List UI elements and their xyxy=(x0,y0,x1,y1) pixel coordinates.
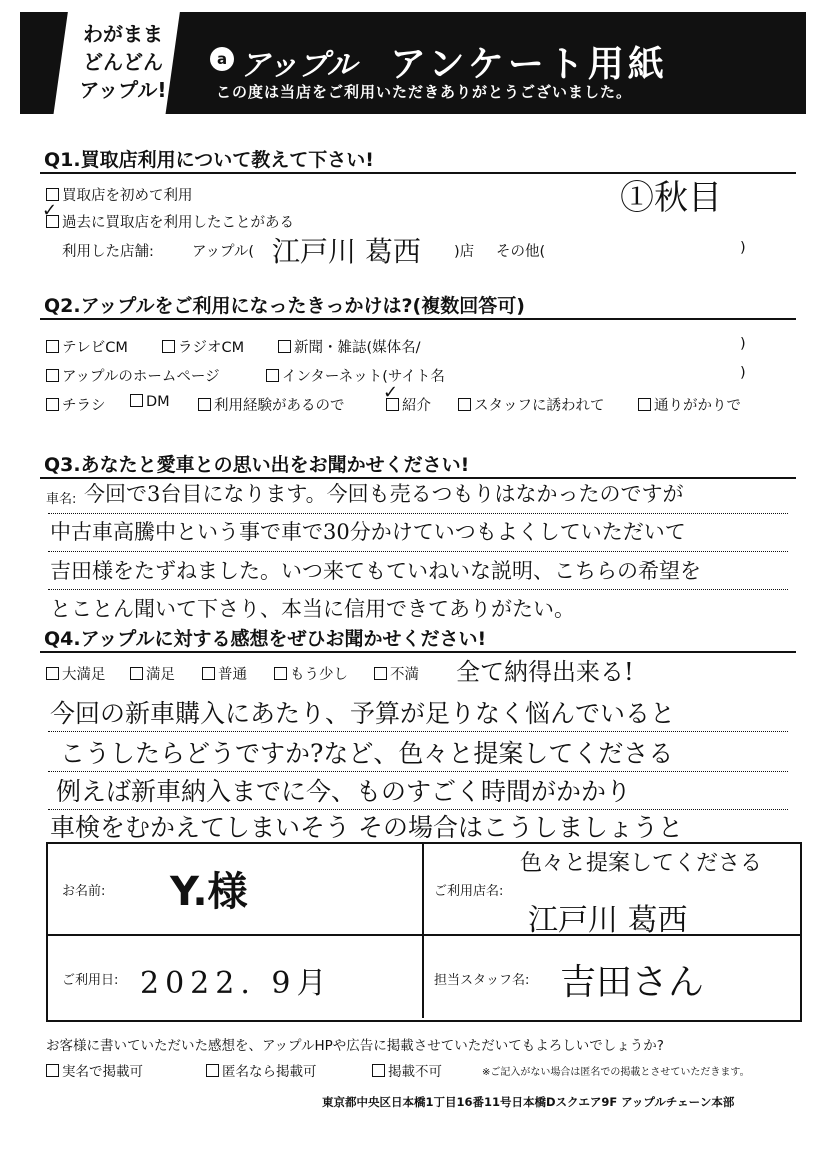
checkbox[interactable] xyxy=(46,398,59,411)
divider xyxy=(40,318,796,320)
form-subtitle: この度は当店をご利用いただきありがとうございました。 xyxy=(216,83,633,101)
q3-answer-line: 吉田様をたずねました。いつ来てもていねいな説明、こちらの希望を xyxy=(50,559,701,583)
q2-option-referral[interactable]: 紹介 xyxy=(386,394,431,415)
ruled-line xyxy=(48,730,788,732)
checkbox[interactable] xyxy=(372,1064,385,1077)
consent-no[interactable]: 掲載不可 xyxy=(372,1060,442,1080)
slogan-line: どんどん xyxy=(83,50,163,74)
divider xyxy=(422,842,424,1018)
ruled-line xyxy=(48,550,788,552)
q4-title: Q4.アップルに対する感想をぜひお聞かせください! xyxy=(44,628,487,650)
check-mark-icon: ✓ xyxy=(42,200,58,221)
staff-label: 担当スタッフ名: xyxy=(434,973,530,988)
q2-option-experience[interactable]: 利用経験があるので xyxy=(198,394,345,415)
date-label: ご利用日: xyxy=(62,973,119,988)
q2-option-newspaper[interactable]: 新聞・雑誌(媒体名/ xyxy=(278,336,421,357)
store-overflow-text: 色々と提案してくださる xyxy=(520,851,763,876)
visit-count-note: ①秋目 xyxy=(620,178,722,218)
checkbox[interactable] xyxy=(46,667,59,680)
consent-real-name[interactable]: 実名で掲載可 xyxy=(46,1060,143,1080)
checkbox[interactable] xyxy=(46,340,59,353)
divider xyxy=(40,651,796,653)
date-value: 2022. 9月 xyxy=(140,966,333,1001)
other-label: その他( xyxy=(496,244,546,260)
apple-store-label: アップル( xyxy=(192,244,255,260)
name-label: お名前: xyxy=(62,884,106,899)
q1-title: Q1.買取店利用について教えて下さい! xyxy=(44,149,374,171)
slogan-line: アップル! xyxy=(79,78,167,102)
q2-option-flyer[interactable]: チラシ xyxy=(46,394,106,415)
ruled-line xyxy=(48,512,788,514)
header-banner xyxy=(20,12,806,114)
form-title: アンケート用紙 xyxy=(390,44,668,85)
q4-answer-line: 車検をむかえてしまいそう その場合はこうしましょうと xyxy=(50,813,683,842)
consent-question: お客様に書いていただいた感想を、アップルHPや広告に掲載させていただいてもよろしいでしょうか? xyxy=(46,1038,664,1054)
q2-option-homepage[interactable]: アップルのホームページ xyxy=(46,365,220,386)
consent-note: ※ご記入がない場合は匿名での掲載とさせていただきます。 xyxy=(482,1067,750,1078)
checkbox[interactable] xyxy=(458,398,471,411)
q2-option-internet[interactable]: インターネット(サイト名 xyxy=(266,365,445,386)
q3-title: Q3.あなたと愛車との思い出をお聞かせください! xyxy=(44,454,470,476)
company-address: 東京都中央区日本橋1丁目16番11号日本橋Dスクエア9F アップルチェーン本部 xyxy=(322,1095,735,1109)
q1-option-first-time[interactable]: 買取店を初めて利用 xyxy=(46,184,193,205)
q4-answer-line: 例えば新車納入までに今、ものすごく時間がかかり xyxy=(56,777,632,806)
q4-answer-line: 今回の新車購入にあたり、予算が足りなく悩んでいると xyxy=(50,699,676,728)
paren-close: ) xyxy=(740,365,746,381)
name-value: Y.様 xyxy=(170,869,248,915)
q2-title: Q2.アップルをご利用になったきっかけは?(複数回答可) xyxy=(44,295,525,317)
store-suffix: )店 xyxy=(454,244,475,260)
q2-option-staff[interactable]: スタッフに誘われて xyxy=(458,394,605,415)
store-label: 利用した店舗: xyxy=(62,244,154,260)
q1-option-past-use[interactable]: 過去に買取店を利用したことがある xyxy=(46,211,294,232)
consent-anonymous[interactable]: 匿名なら掲載可 xyxy=(206,1060,317,1080)
q4-option-normal[interactable]: 普通 xyxy=(202,663,247,684)
checkbox[interactable] xyxy=(274,667,287,680)
checkbox[interactable] xyxy=(206,1064,219,1077)
ruled-line xyxy=(48,588,788,590)
q3-answer-line: 今回で3台目になります。今回も売るつもりはなかったのですが xyxy=(84,482,684,506)
q2-option-dm[interactable]: DM xyxy=(130,394,170,410)
q3-answer-line: とことん聞いて下さり、本当に信用できてありがたい。 xyxy=(50,597,575,621)
checkbox[interactable] xyxy=(130,394,143,407)
paren-close: ) xyxy=(740,336,746,352)
checkbox[interactable] xyxy=(130,667,143,680)
checkbox[interactable] xyxy=(278,340,291,353)
checkbox[interactable] xyxy=(202,667,215,680)
other-close: ) xyxy=(740,240,746,256)
store-handwritten: 江戸川 葛西 xyxy=(272,235,421,268)
checkbox[interactable] xyxy=(46,1064,59,1077)
checkbox[interactable] xyxy=(374,667,387,680)
store-name-label: ご利用店名: xyxy=(434,884,504,899)
q4-option-satisfied[interactable]: 満足 xyxy=(130,663,175,684)
store-name-value: 江戸川 葛西 xyxy=(528,903,688,938)
q2-option-radio[interactable]: ラジオCM xyxy=(162,336,244,357)
staff-value: 吉田さん xyxy=(560,962,705,1003)
q2-option-passing[interactable]: 通りがかりで xyxy=(638,394,741,415)
checkbox[interactable] xyxy=(162,340,175,353)
car-name-label: 車名: xyxy=(46,492,77,507)
checkbox[interactable] xyxy=(266,369,279,382)
q4-handwritten-note: 全て納得出来る! xyxy=(456,658,634,686)
apple-logo-icon: a xyxy=(210,47,234,71)
checkbox[interactable] xyxy=(46,369,59,382)
q2-option-tv[interactable]: テレビCM xyxy=(46,336,128,357)
q4-answer-line: こうしたらどうですか?など、色々と提案してくださる xyxy=(60,739,674,768)
slogan-line: わがまま xyxy=(83,22,163,46)
q4-option-slightly[interactable]: もう少し xyxy=(274,663,348,684)
checkbox[interactable] xyxy=(638,398,651,411)
brand-logo: アップル xyxy=(240,48,357,83)
checkbox[interactable] xyxy=(198,398,211,411)
q4-option-unsatisfied[interactable]: 不満 xyxy=(374,663,419,684)
q4-option-very-satisfied[interactable]: 大満足 xyxy=(46,663,106,684)
check-mark-icon: ✓ xyxy=(383,382,399,403)
slogan xyxy=(78,20,168,104)
q3-answer-line: 中古車高騰中という事で車で30分かけていつもよくしていただいて xyxy=(50,520,686,544)
